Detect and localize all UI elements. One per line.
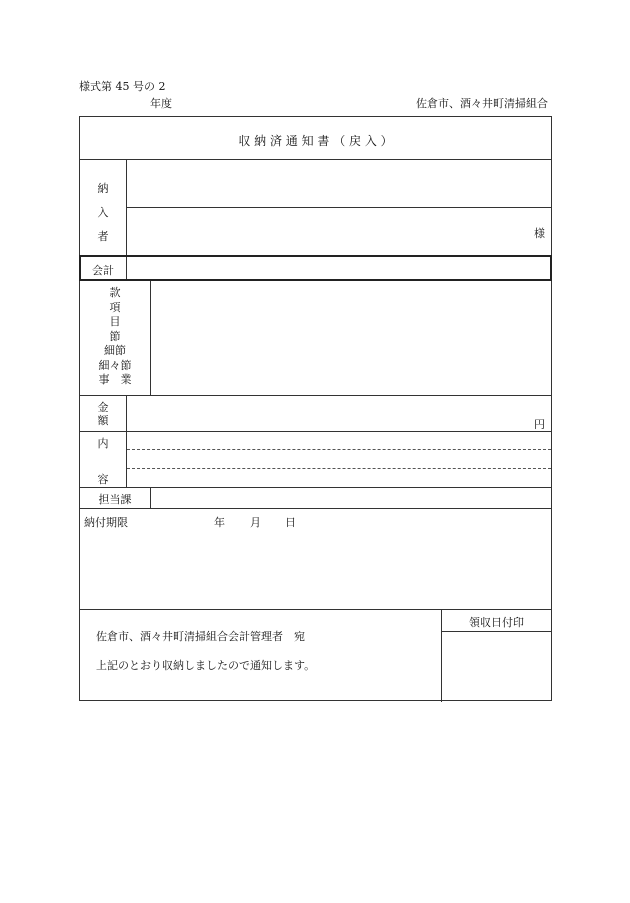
- yen-unit: 円: [534, 418, 545, 431]
- fiscal-year-label: 年度: [150, 97, 172, 110]
- honorific-label: 様: [534, 227, 545, 240]
- content-field-1[interactable]: [127, 432, 551, 449]
- receipt-stamp-area: [442, 632, 551, 700]
- due-date-label: 納付期限: [84, 516, 128, 529]
- notice-message: 上記のとおり収納しましたので通知します。: [96, 659, 316, 672]
- content-field-3[interactable]: [127, 469, 551, 486]
- budget-item: 細々節: [98, 358, 132, 372]
- payer-label: 納 入 者: [97, 182, 109, 243]
- content-label-bottom: 容: [97, 473, 109, 486]
- accounting-field[interactable]: [128, 258, 549, 279]
- stamp-label: 領収日付印: [469, 616, 524, 629]
- budget-item: 事 業: [98, 373, 132, 386]
- budget-item-labels: [80, 286, 150, 388]
- due-date-field[interactable]: [80, 509, 551, 609]
- content-field-2[interactable]: [127, 450, 551, 467]
- budget-item: 細節: [104, 344, 126, 357]
- budget-item: 目: [109, 315, 121, 328]
- department-field[interactable]: [151, 488, 551, 507]
- department-label: 担当課: [98, 493, 132, 506]
- form-table: [79, 116, 552, 701]
- budget-item: 款: [109, 286, 121, 299]
- payer-address-field[interactable]: [127, 208, 531, 254]
- content-label-top: 内: [97, 437, 109, 450]
- budget-item: 項: [109, 300, 121, 314]
- accounting-label: 会計: [92, 264, 114, 277]
- budget-item-field[interactable]: [151, 282, 551, 394]
- amount-label: 金 額: [97, 401, 109, 427]
- issuer-name: 佐倉市、酒々井町清掃組合: [416, 97, 548, 110]
- payer-name-field[interactable]: [127, 160, 551, 206]
- budget-item: 節: [109, 329, 121, 343]
- amount-field[interactable]: [127, 396, 531, 430]
- form-number: 様式第 45 号の 2: [79, 80, 166, 93]
- due-date-month: 月: [250, 516, 261, 529]
- form-title: 収 納 済 通 知 書 （ 戻 入 ）: [238, 134, 393, 148]
- addressee-text: 佐倉市、酒々井町清掃組合会計管理者 宛: [96, 630, 305, 643]
- due-date-day: 日: [285, 516, 296, 529]
- due-date-year: 年: [214, 516, 225, 529]
